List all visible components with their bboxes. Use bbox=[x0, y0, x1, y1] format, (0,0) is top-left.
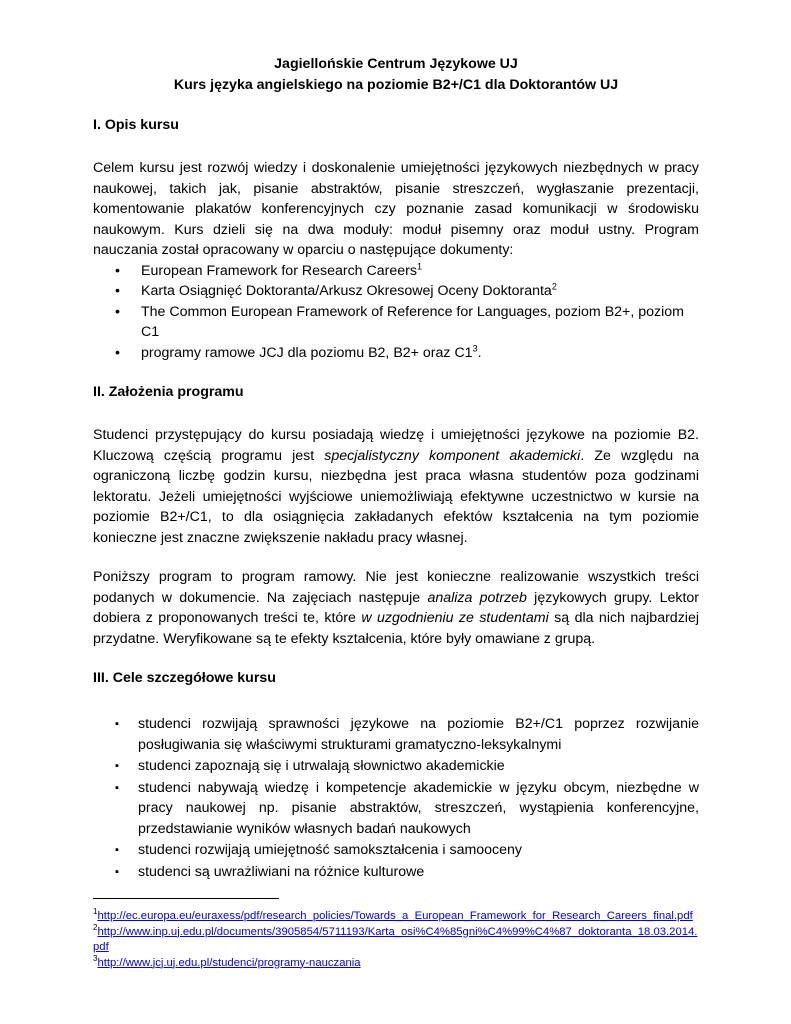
list-item: ▪ studenci rozwijają sprawności językowe na poziomie B2+/C1 poprzez rozwijanie posługiwania się właściwymi strukturami gramatyczno-leksykalnymi bbox=[115, 716, 699, 753]
bullet-dot-icon: • bbox=[115, 344, 120, 361]
bullet-dot-icon: • bbox=[115, 283, 120, 299]
documents-list bbox=[93, 261, 699, 364]
goals-list bbox=[93, 714, 699, 882]
list-item: • programy ramowe JCJ dla poziomu B2, B2+ oraz $C1^3$. bbox=[93, 343, 699, 364]
footnote-ref: 1 bbox=[416, 260, 422, 271]
section2-heading: II. Założenia programu bbox=[93, 384, 244, 400]
bullet-dot-icon: • bbox=[115, 303, 120, 320]
footnote-2: $^2$http://www.inp.uj.edu.pl/documents/3905854/5711193/Karta_osi%C4%85gni%C4%99%C4%87_doktoranta_18.03.2014.pdf bbox=[93, 922, 698, 953]
list-item: ▪ studenci nabywają wiedzę i kompetencje akademickie w języku obcym, niezbędne w pracy naukowej np. pisanie abstraktów, streszczeń, wystąpienia konferencyjne, przedstawianie wyników własnych badań naukowych bbox=[115, 779, 699, 837]
list-item: • Karta Osiągnięć Doktoranta/Arkusz Okresowej Oceny Doktoranta$^2$ bbox=[93, 281, 699, 302]
bullet-dot-icon: • bbox=[115, 262, 120, 279]
bullet-square-icon: ▪ bbox=[115, 760, 119, 772]
footnote-link[interactable]: http://www.inp.uj.edu.pl/documents/3905854/5711193/Karta_osi%C4%85gni%C4%99%C4%87_doktoranta_18.03.2014.pdf bbox=[93, 925, 698, 953]
footnote-ref: 2 bbox=[551, 281, 557, 292]
footnote-1: $^1$http://ec.europa.eu/euraxess/pdf/research_policies/Towards_a_European_Framework_for_Research_Careers_final.pdf bbox=[93, 907, 693, 922]
document-page bbox=[93, 54, 699, 883]
list-item: • European Framework for Research Careers$^1$ bbox=[93, 261, 699, 282]
footnotes bbox=[93, 898, 699, 971]
footnote-link[interactable]: http://www.jcj.uj.edu.pl/studenci/programy-nauczania bbox=[97, 956, 361, 969]
bullet-square-icon: ▪ bbox=[115, 865, 119, 878]
footnote-link[interactable]: http://ec.europa.eu/euraxess/pdf/research_policies/Towards_a_European_Framework_for_Research_Careers_final.pdf bbox=[97, 910, 693, 922]
list-item: ▪ studenci są uwrażliwiani na różnice kulturowe bbox=[93, 862, 699, 883]
section1-paragraph: Celem kursu jest rozwój wiedzy i doskonalenie umiejętności językowych niezbędnych w pracy naukowej, takich jak, pisanie abstraktów, pisanie streszczeń, wygłaszanie prezentacji, komentowanie plakatów konferencyjnych czy poznanie zasad komunikacji w środowisku naukowym. Kurs dzieli się na dwa moduły: moduł pisemny oraz moduł ustny. Program nauczania został opracowany w oparciu o następujące dokumenty: bbox=[93, 160, 699, 258]
section2-paragraph1: Studenci przystępujący do kursu posiadają wiedzę i umiejętności językowe na poziomie B2. Kluczową częścią programu jest specjalistyczny komponent akademicki. Ze względu na ograniczoną liczbę godzin kursu, niezbędna jest praca własna studentów poza godzinami lektoratu. Jeżeli umiejętności wyjściowe uniemożliwiają efektywne uczestnictwo w kursie na poziomie B2+/C1, to dla osiągnięcia zakładanych efektów kształcenia na tym poziomie konieczne jest znaczne zwiększenie nakładu pracy własnej. bbox=[93, 427, 699, 546]
footnote-ref: 3 bbox=[472, 342, 478, 353]
section3-heading: III. Cele szczegółowe kursu bbox=[93, 670, 276, 686]
section1-heading: I. Opis kursu bbox=[93, 117, 179, 133]
list-item: ▪ studenci zapoznają się i utrwalają słownictwo akademickie bbox=[93, 756, 699, 777]
bullet-square-icon: ▪ bbox=[115, 781, 119, 794]
footnote-3: $^3$http://www.jcj.uj.edu.pl/studenci/programy-nauczania bbox=[93, 953, 361, 969]
document-title-line1: Jagiellońskie Centrum Językowe UJ bbox=[274, 56, 518, 72]
section2-paragraph2: Poniższy program to program ramowy. Nie jest konieczne realizowanie wszystkich treści podanych w dokumencie. Na zajęciach następuje analiza potrzeb językowych grupy. Lektor dobiera z proponowanych treści te, które w uzgodnieniu ze studentami są dla nich najbardziej przydatne. Weryfikowane są te efekty kształcenia, które były omawiane z grupą. bbox=[93, 569, 699, 647]
document-title-line2: Kurs języka angielskiego na poziomie B2+/C1 dla Doktorantów UJ bbox=[173, 77, 619, 93]
list-item: ▪ studenci rozwijają umiejętność samokształcenia i samooceny bbox=[93, 840, 699, 861]
bullet-square-icon: ▪ bbox=[115, 718, 119, 730]
bullet-square-icon: ▪ bbox=[115, 844, 119, 856]
footnote-separator bbox=[93, 898, 279, 899]
list-item: • The Common European Framework of Reference for Languages, poziom B2+, poziom C1 bbox=[115, 303, 684, 340]
